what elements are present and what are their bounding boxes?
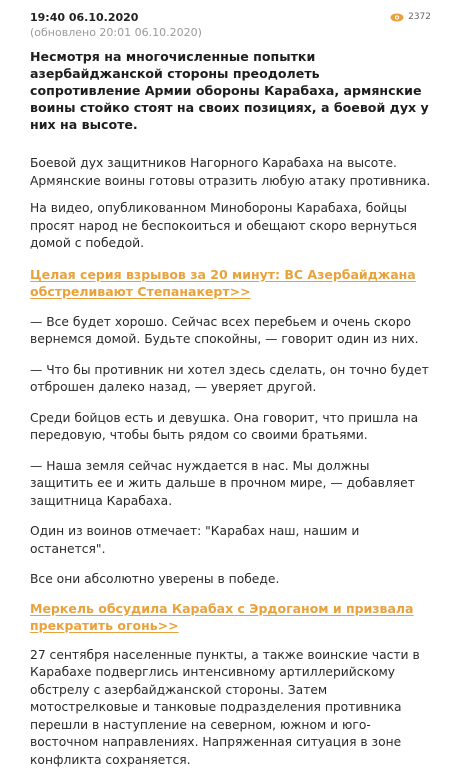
article-paragraph: Боевой дух защитников Нагорного Карабаха на высоте. Армянские воины готовы отразить любую атаку противника.: [30, 155, 431, 190]
article-paragraph: — Что бы противник ни хотел здесь сделать, он точно будет отброшен далеко назад, — уверяет другой.: [30, 362, 431, 397]
related-article-link[interactable]: Целая серия взрывов за 20 минут: ВС Азербайджана обстреливают Степанакерт>>: [30, 266, 431, 301]
views-counter: [390, 13, 431, 22]
article-lead: Несмотря на многочисленные попытки азербайджанской стороны преодолеть сопротивление Армии обороны Карабаха, армянские воины стойко стоят на своих позициях, а боевой дух у них на высоте.: [30, 48, 431, 133]
updated-date: (обновлено 20:01 06.10.2020): [30, 26, 431, 39]
article-paragraph: 27 сентября населенные пункты, а также воинские части в Карабахе подверглись интенсивному артиллерийскому обстрелу с азербайджанской стороны. Затем мотострелковые и танковые подразделения противника перешли в наступление на северном, южном и юго-восточном направлениях. Напряженная ситуация в зоне конфликта сохраняется.: [30, 647, 431, 769]
related-article-link[interactable]: Меркель обсудила Карабах с Эрдоганом и призвала прекратить огонь>>: [30, 600, 431, 635]
article-paragraph: На видео, опубликованном Минобороны Карабаха, бойцы просят народ не беспокоиться и обещают скоро вернуться домой с победой.: [30, 200, 431, 253]
article-paragraph: — Все будет хорошо. Сейчас всех перебьем и очень скоро вернемся домой. Будьте спокойны, — говорит один из них.: [30, 314, 431, 349]
article-meta: [30, 0, 431, 36]
publish-date: 19:40 06.10.2020: [30, 11, 431, 24]
article-paragraph: Все они абсолютно уверены в победе.: [30, 571, 431, 589]
views-count: 2372: [408, 13, 431, 22]
article-paragraph: — Наша земля сейчас нуждается в нас. Мы должны защитить ее и жить дальше в прочном мире, — добавляет защитница Карабаха.: [30, 458, 431, 511]
article-paragraph: Один из воинов отмечает: "Карабах наш, нашим и останется".: [30, 523, 431, 558]
article-paragraph: Среди бойцов есть и девушка. Она говорит, что пришла на передовую, чтобы быть рядом со своими братьями.: [30, 410, 431, 445]
eye-icon: [390, 13, 404, 22]
